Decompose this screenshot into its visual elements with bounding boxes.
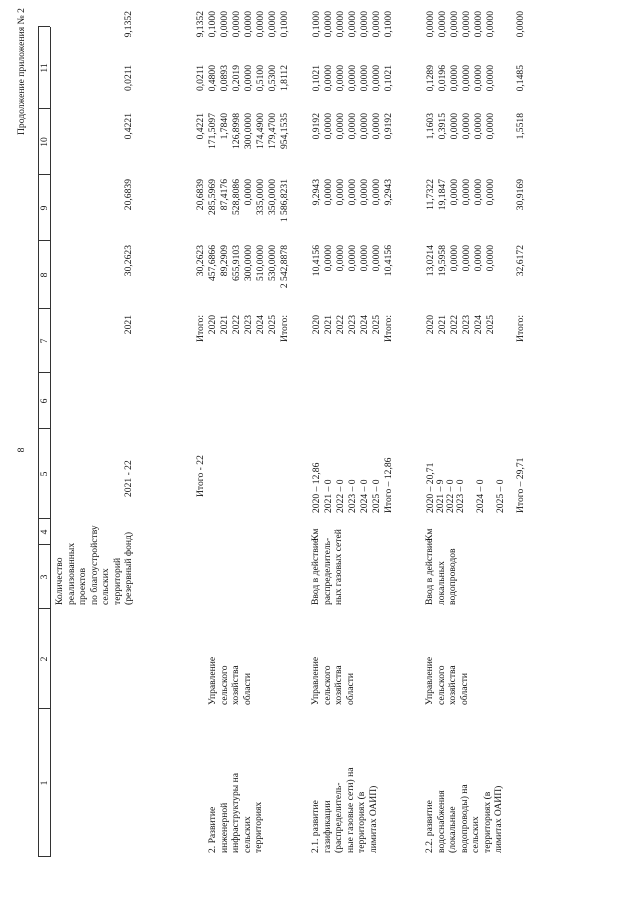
value-cell: 0,4800 — [207, 65, 218, 92]
period-cell: 2023 – 0 — [347, 479, 358, 513]
indicator-description: Количество реализованных проектов по благоустройству сельских территорий (резервный фонд) — [54, 525, 134, 605]
value-cell: 0,0000 — [449, 179, 460, 206]
year-cell: 2022 — [231, 315, 242, 335]
value-cell: 9,1352 — [123, 11, 134, 38]
year-cell: 2021 — [437, 315, 448, 335]
value-cell: 30,2623 — [195, 245, 206, 277]
period-cell: 2025 – 0 — [495, 479, 506, 513]
value-cell: 87,4176 — [219, 179, 230, 211]
value-cell: 0,0000 — [335, 245, 346, 272]
value-cell: 171,5097 — [207, 113, 218, 149]
value-cell: 9,1352 — [195, 11, 206, 38]
value-cell: 0,0000 — [461, 179, 472, 206]
value-cell: 0,3915 — [437, 113, 448, 140]
value-cell: 0,0000 — [347, 179, 358, 206]
value-cell: 0,0000 — [335, 65, 346, 92]
value-cell: 0,0000 — [323, 113, 334, 140]
year-cell: Итого: — [279, 315, 290, 342]
column-number: 10 — [39, 137, 50, 147]
value-cell: 9,2943 — [311, 179, 322, 206]
value-cell: 0,0000 — [437, 11, 448, 38]
period-cell: Итого – 12,86 — [383, 457, 394, 513]
value-cell: 179,4700 — [267, 113, 278, 149]
year-cell: 2020 — [207, 315, 218, 335]
value-cell: 0,0893 — [219, 65, 230, 92]
column-number: 6 — [39, 398, 50, 404]
period-cell: 2020 – 20,71 — [425, 462, 436, 513]
value-cell: 0,0000 — [371, 245, 382, 272]
value-cell: 1,5518 — [515, 113, 526, 140]
value-cell: 0,0000 — [449, 65, 460, 92]
value-cell: 0,0000 — [449, 11, 460, 38]
value-cell: 0,5300 — [267, 65, 278, 92]
column-number: 11 — [39, 63, 50, 73]
value-cell: 0,0000 — [461, 65, 472, 92]
executor-name: Управление сельского хозяйства области — [207, 656, 253, 705]
period-cell: 2021 – 0 — [323, 479, 334, 513]
value-cell: 0,0000 — [359, 245, 370, 272]
indicator-description: Ввод в действие локальных водопроводов — [424, 538, 458, 605]
value-cell: 89,2909 — [219, 245, 230, 277]
value-cell: 0,0000 — [359, 179, 370, 206]
value-cell: 0,0000 — [485, 11, 496, 38]
value-cell: 9,2943 — [383, 179, 394, 206]
value-cell: 0,0000 — [231, 11, 242, 38]
value-cell: 19,1847 — [437, 179, 448, 211]
column-number: 7 — [39, 338, 50, 344]
year-cell: 2021 — [123, 315, 134, 335]
value-cell: 0,0000 — [485, 245, 496, 272]
value-cell: 0,1289 — [425, 65, 436, 92]
period-cell: 2021 - 22 — [123, 460, 134, 497]
value-cell: 457,6866 — [207, 245, 218, 281]
column-number: 8 — [39, 272, 50, 278]
value-cell: 0,0000 — [359, 11, 370, 38]
value-cell: 0,1000 — [383, 11, 394, 38]
year-cell: 2023 — [243, 315, 254, 335]
value-cell: 19,5958 — [437, 245, 448, 277]
year-cell: Итого: — [515, 315, 526, 342]
measure-name: 2.2. развитие водоснабжения (локальные водопроводы) на сельских территориях (в лимитах ОАИП) — [424, 784, 504, 853]
value-cell: 0,1000 — [207, 11, 218, 38]
value-cell: 32,6172 — [515, 245, 526, 277]
year-cell: 2025 — [371, 315, 382, 335]
value-cell: 530,0000 — [267, 245, 278, 281]
value-cell: 0,0000 — [473, 65, 484, 92]
year-cell: 2024 — [359, 315, 370, 335]
value-cell: 0,0000 — [323, 179, 334, 206]
year-cell: 2025 — [267, 315, 278, 335]
value-cell: 0,0000 — [371, 179, 382, 206]
period-cell: Итого – 29,71 — [515, 457, 526, 513]
year-cell: 2023 — [347, 315, 358, 335]
value-cell: 0,0000 — [255, 11, 266, 38]
year-cell: Итого: — [383, 315, 394, 342]
value-cell: 510,0000 — [255, 245, 266, 281]
value-cell: 30,9169 — [515, 179, 526, 211]
page-number: 8 — [16, 447, 27, 453]
value-cell: 0,1021 — [311, 65, 322, 92]
value-cell: 0,0000 — [323, 65, 334, 92]
value-cell: 1 586,8231 — [279, 179, 290, 223]
unit-cell: Км — [424, 528, 435, 541]
value-cell: 0,2019 — [231, 65, 242, 92]
period-cell: 2021 – 9 — [435, 479, 446, 513]
value-cell: 0,0000 — [347, 245, 358, 272]
period-cell: 2022 – 0 — [445, 479, 456, 513]
value-cell: 300,0000 — [243, 113, 254, 149]
value-cell: 0,0000 — [371, 65, 382, 92]
value-cell: 285,5969 — [207, 179, 218, 215]
value-cell: 0,9192 — [383, 113, 394, 140]
value-cell: 20,6839 — [123, 179, 134, 211]
period-cell: 2022 – 0 — [335, 479, 346, 513]
value-cell: 0,0000 — [473, 11, 484, 38]
column-number: 2 — [39, 656, 50, 662]
value-cell: 0,0000 — [243, 65, 254, 92]
period-cell: 2023 – 0 — [455, 479, 466, 513]
value-cell: 174,4900 — [255, 113, 266, 149]
column-number: 1 — [39, 780, 50, 786]
value-cell: 2 542,8878 — [279, 245, 290, 289]
value-cell: 13,0214 — [425, 245, 436, 277]
value-cell: 0,0000 — [347, 11, 358, 38]
measure-name: 2. Развитие инженерной инфраструктуры на сельских территориях — [207, 772, 264, 853]
value-cell: 0,0000 — [359, 65, 370, 92]
value-cell: 0,0000 — [461, 245, 472, 272]
value-cell: 0,0000 — [267, 11, 278, 38]
value-cell: 1,7840 — [219, 113, 230, 140]
value-cell: 954,1535 — [279, 113, 290, 149]
value-cell: 11,7322 — [425, 179, 436, 210]
value-cell: 0,0000 — [461, 113, 472, 140]
year-cell: 2025 — [485, 315, 496, 335]
year-cell: 2020 — [425, 315, 436, 335]
value-cell: 0,1000 — [279, 11, 290, 38]
period-cell: 2020 – 12,86 — [311, 462, 322, 513]
unit-cell: Км — [310, 528, 321, 541]
value-cell: 20,6839 — [195, 179, 206, 211]
value-cell: 0,0000 — [485, 113, 496, 140]
value-cell: 0,0000 — [359, 113, 370, 140]
value-cell: 0,0000 — [425, 11, 436, 38]
indicator-description: Ввод в действие распределитель- ных газовых сетей — [310, 529, 344, 605]
value-cell: 10,4156 — [311, 245, 322, 277]
value-cell: 350,0000 — [267, 179, 278, 215]
value-cell: 528,8086 — [231, 179, 242, 215]
value-cell: 0,0000 — [485, 65, 496, 92]
column-number: 3 — [39, 574, 50, 580]
year-cell: 2024 — [255, 315, 266, 335]
value-cell: 0,0211 — [123, 65, 134, 92]
value-cell: 0,0000 — [243, 179, 254, 206]
column-number: 4 — [39, 529, 50, 535]
executor-name: Управление сельского хозяйства области — [424, 656, 470, 705]
value-cell: 0,0000 — [473, 179, 484, 206]
value-cell: 300,0000 — [243, 245, 254, 281]
value-cell: 0,0000 — [371, 113, 382, 140]
value-cell: 1,8112 — [279, 65, 290, 92]
value-cell: 655,9103 — [231, 245, 242, 281]
value-cell: 0,0000 — [461, 11, 472, 38]
value-cell: 0,9192 — [311, 113, 322, 140]
itogo-cell: Итого: — [195, 315, 206, 342]
value-cell: 0,0000 — [219, 11, 230, 38]
year-cell: 2020 — [311, 315, 322, 335]
measure-name: 2.1. развитие газификации (распределитель- ные газовые сети) на территориях (в лимитах ОАИП) — [310, 767, 379, 853]
value-cell: 0,0000 — [335, 179, 346, 206]
year-cell: 2023 — [461, 315, 472, 335]
period-cell: 2024 – 0 — [475, 479, 486, 513]
value-cell: 0,0000 — [449, 245, 460, 272]
year-cell: 2024 — [473, 315, 484, 335]
value-cell: 0,0000 — [371, 11, 382, 38]
value-cell: 0,1021 — [383, 65, 394, 92]
continuation-caption: Продолжение приложения № 2 — [16, 8, 27, 135]
year-cell: 2022 — [335, 315, 346, 335]
value-cell: 30,2623 — [123, 245, 134, 277]
value-cell: 0,0000 — [473, 113, 484, 140]
column-number: 9 — [39, 205, 50, 211]
value-cell: 126,8998 — [231, 113, 242, 149]
year-cell: 2022 — [449, 315, 460, 335]
value-cell: 0,5100 — [255, 65, 266, 92]
total-label: Итого - 22 — [195, 455, 206, 497]
value-cell: 0,1485 — [515, 65, 526, 92]
value-cell: 0,0000 — [473, 245, 484, 272]
value-cell: 0,4221 — [195, 113, 206, 140]
period-cell: 2025 – 0 — [371, 479, 382, 513]
value-cell: 0,0000 — [485, 179, 496, 206]
value-cell: 1,1603 — [425, 113, 436, 140]
value-cell: 0,0000 — [449, 113, 460, 140]
year-cell: 2021 — [323, 315, 334, 335]
column-number: 5 — [39, 471, 50, 477]
value-cell: 335,0000 — [255, 179, 266, 215]
value-cell: 0,0211 — [195, 65, 206, 92]
value-cell: 0,0000 — [323, 245, 334, 272]
value-cell: 0,0196 — [437, 65, 448, 92]
value-cell: 0,4221 — [123, 113, 134, 140]
value-cell: 0,0000 — [243, 11, 254, 38]
value-cell: 0,0000 — [335, 11, 346, 38]
value-cell: 0,0000 — [515, 11, 526, 38]
period-cell: 2024 – 0 — [359, 479, 370, 513]
value-cell: 0,1000 — [311, 11, 322, 38]
value-cell: 0,0000 — [323, 11, 334, 38]
value-cell: 0,0000 — [347, 65, 358, 92]
value-cell: 0,0000 — [347, 113, 358, 140]
value-cell: 0,0000 — [335, 113, 346, 140]
value-cell: 10,4156 — [383, 245, 394, 277]
year-cell: 2021 — [219, 315, 230, 335]
executor-name: Управление сельского хозяйства области — [310, 656, 356, 705]
